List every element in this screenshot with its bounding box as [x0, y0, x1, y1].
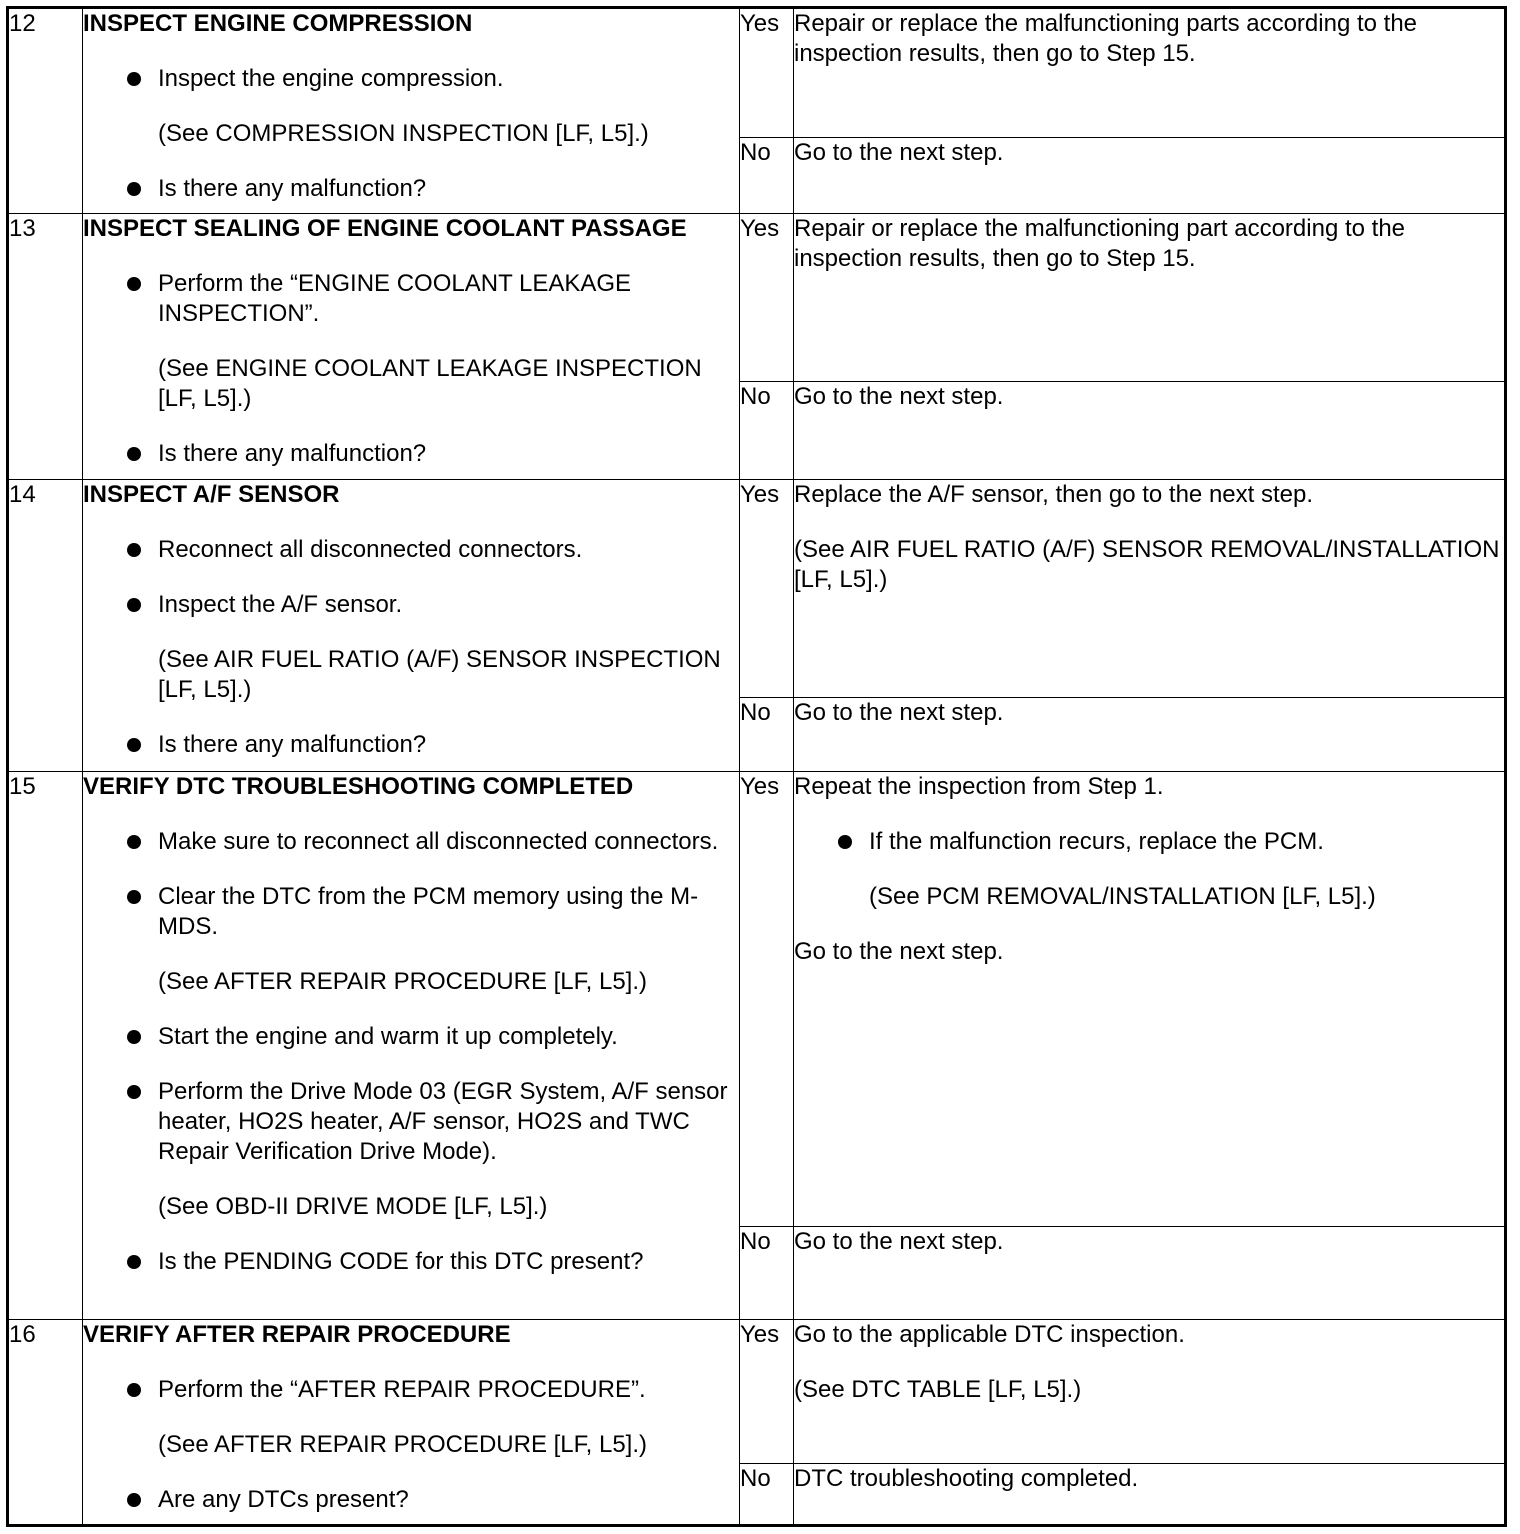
- yes-result: [794, 480, 1506, 698]
- no-result-text: Go to the next step.: [794, 139, 1004, 166]
- yes-reference-text: (See PCM REMOVAL/INSTALLATION [LF, L5].): [869, 883, 1376, 910]
- yes-label: Yes: [740, 214, 794, 382]
- action-bullet: Inspect the A/F sensor.: [83, 590, 739, 620]
- reference-text: (See COMPRESSION INSPECTION [LF, L5].): [158, 120, 649, 147]
- step-row-13: [8, 214, 1506, 382]
- step-title: VERIFY DTC TROUBLESHOOTING COMPLETED: [83, 773, 634, 800]
- step-number: 14: [8, 480, 83, 772]
- step-number: 16: [8, 1320, 83, 1526]
- yes-result-text: Go to the applicable DTC inspection.: [794, 1321, 1185, 1348]
- step-title: INSPECT SEALING OF ENGINE COOLANT PASSAGE: [83, 215, 687, 242]
- reference-text: (See OBD-II DRIVE MODE [LF, L5].): [158, 1193, 548, 1220]
- no-result-text: DTC troubleshooting completed.: [794, 1465, 1139, 1492]
- reference-text: (See AIR FUEL RATIO (A/F) SENSOR INSPECTION [LF, L5].): [158, 646, 721, 703]
- step-number: 13: [8, 214, 83, 480]
- action-bullet: Inspect the engine compression.: [83, 64, 739, 94]
- step-row-16: [8, 1320, 1506, 1464]
- step-number: 12: [8, 8, 83, 214]
- no-label: No: [740, 698, 794, 772]
- yes-label: Yes: [740, 1320, 794, 1464]
- yes-label: Yes: [740, 8, 794, 138]
- yes-result: [794, 214, 1506, 382]
- action-bullet: Clear the DTC from the PCM memory using the M-MDS.: [83, 882, 739, 942]
- yes-result-text: Replace the A/F sensor, then go to the next step.: [794, 481, 1313, 508]
- step-title: VERIFY AFTER REPAIR PROCEDURE: [83, 1321, 511, 1348]
- no-result: [794, 138, 1506, 214]
- no-result-text: Go to the next step.: [794, 699, 1004, 726]
- action-bullet: Perform the “AFTER REPAIR PROCEDURE”.: [83, 1375, 739, 1405]
- action-bullet: Start the engine and warm it up completely.: [83, 1022, 739, 1052]
- no-label: No: [740, 382, 794, 480]
- yes-label: Yes: [740, 480, 794, 698]
- no-result-text: Go to the next step.: [794, 383, 1004, 410]
- step-action: [83, 1320, 740, 1526]
- yes-reference-text: (See AIR FUEL RATIO (A/F) SENSOR REMOVAL/INSTALLATION [LF, L5].): [794, 536, 1500, 593]
- step-title: INSPECT ENGINE COMPRESSION: [83, 10, 473, 37]
- action-question: Is there any malfunction?: [83, 174, 739, 204]
- no-result-text: Go to the next step.: [794, 1228, 1004, 1255]
- action-bullet: Make sure to reconnect all disconnected connectors.: [83, 827, 739, 857]
- step-number: 15: [8, 772, 83, 1320]
- action-question: Is there any malfunction?: [83, 730, 739, 760]
- step-row-12: [8, 8, 1506, 138]
- yes-result-text: Repair or replace the malfunctioning part according to the inspection results, then go to Step 15.: [794, 215, 1406, 272]
- no-label: No: [740, 1464, 794, 1526]
- action-question: Is there any malfunction?: [83, 439, 739, 469]
- step-action: [83, 480, 740, 772]
- no-label: No: [740, 1227, 794, 1320]
- yes-result-text: Repeat the inspection from Step 1.: [794, 773, 1164, 800]
- step-action: [83, 8, 740, 214]
- step-row-14: [8, 480, 1506, 698]
- no-result: [794, 698, 1506, 772]
- troubleshooting-table: [6, 6, 1507, 1527]
- action-question: Are any DTCs present?: [83, 1485, 739, 1515]
- step-action: [83, 214, 740, 480]
- step-action: [83, 772, 740, 1320]
- yes-result: [794, 772, 1506, 1227]
- no-result: [794, 1464, 1506, 1526]
- no-label: No: [740, 138, 794, 214]
- reference-text: (See ENGINE COOLANT LEAKAGE INSPECTION [LF, L5].): [158, 355, 702, 412]
- yes-reference-text: (See DTC TABLE [LF, L5].): [794, 1376, 1082, 1403]
- yes-result: [794, 8, 1506, 138]
- action-bullet: Perform the “ENGINE COOLANT LEAKAGE INSPECTION”.: [83, 269, 739, 329]
- step-row-15: [8, 772, 1506, 1227]
- action-question: Is the PENDING CODE for this DTC present?: [83, 1247, 739, 1277]
- action-bullet: Perform the Drive Mode 03 (EGR System, A/F sensor heater, HO2S heater, A/F sensor, HO2S and TWC Repair Verification Drive Mode).: [83, 1077, 739, 1167]
- reference-text: (See AFTER REPAIR PROCEDURE [LF, L5].): [158, 1431, 648, 1458]
- yes-result-text: Repair or replace the malfunctioning parts according to the inspection results, then go to Step 15.: [794, 10, 1418, 67]
- action-bullet: Reconnect all disconnected connectors.: [83, 535, 739, 565]
- yes-label: Yes: [740, 772, 794, 1227]
- reference-text: (See AFTER REPAIR PROCEDURE [LF, L5].): [158, 968, 648, 995]
- no-result: [794, 1227, 1506, 1320]
- step-title: INSPECT A/F SENSOR: [83, 481, 340, 508]
- yes-result: [794, 1320, 1506, 1464]
- yes-result-text-2: Go to the next step.: [794, 938, 1004, 965]
- yes-result-bullet: If the malfunction recurs, replace the PCM.: [794, 827, 1504, 857]
- no-result: [794, 382, 1506, 480]
